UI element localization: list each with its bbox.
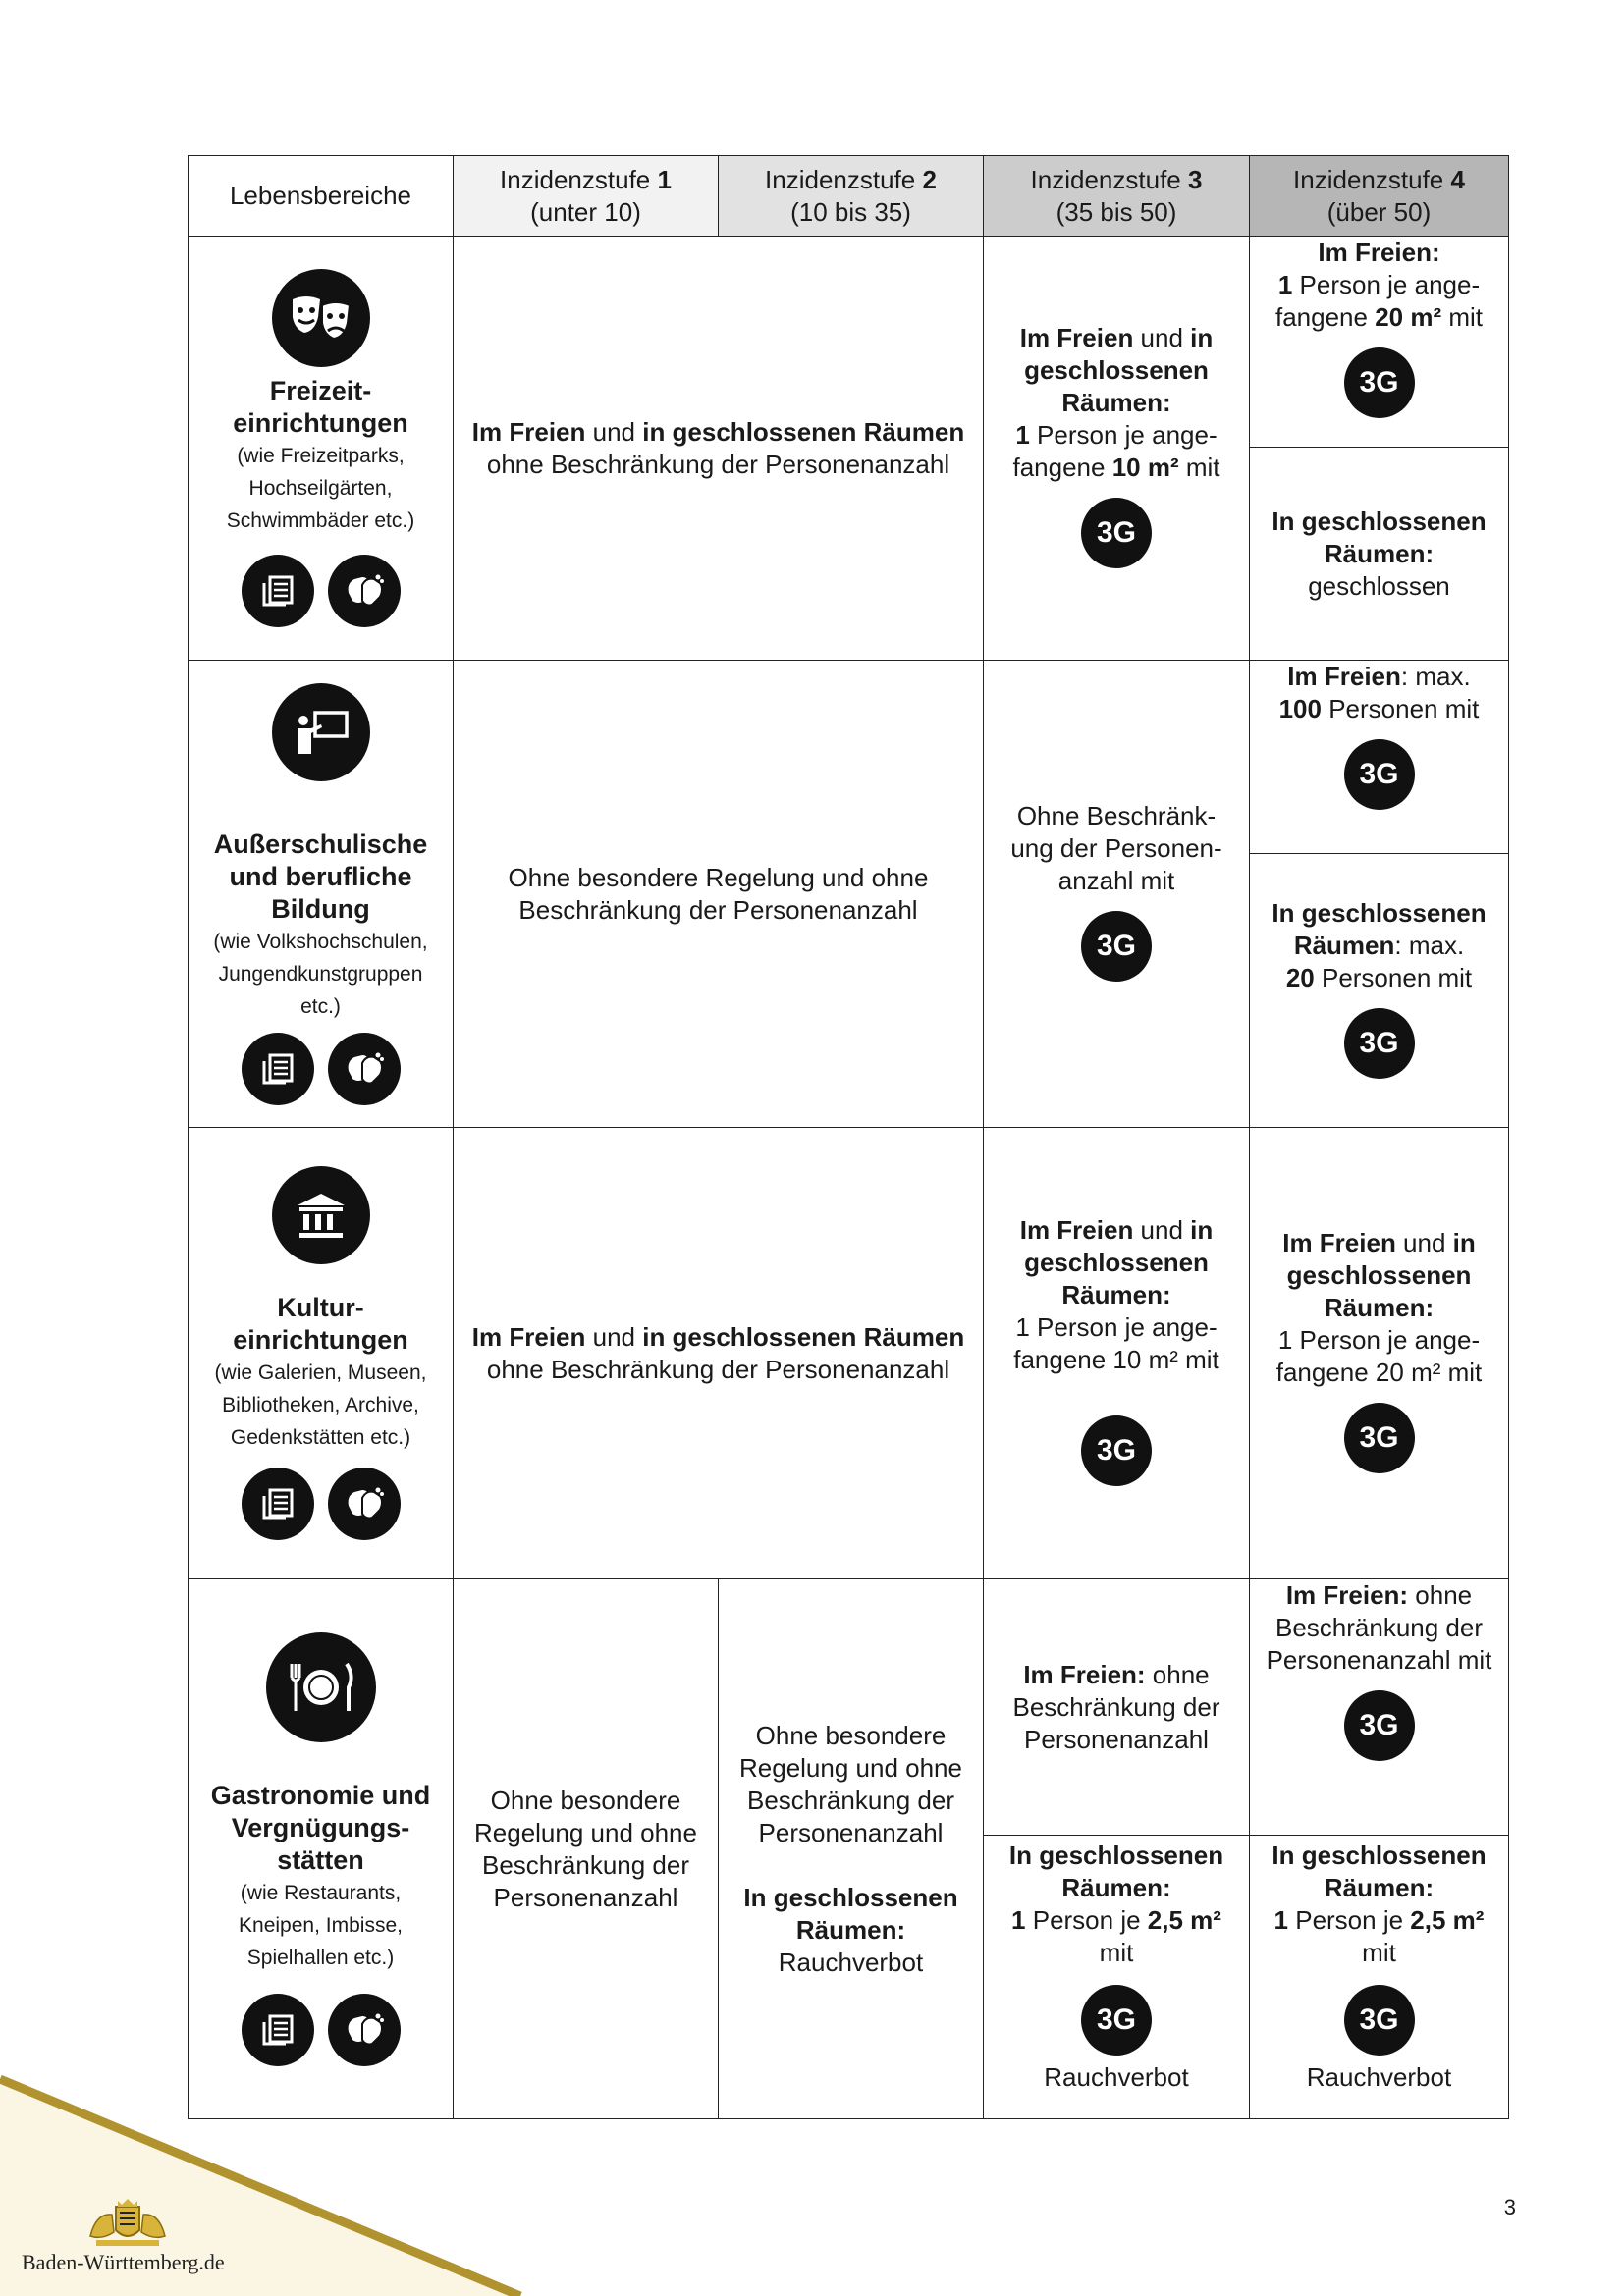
teacher-board-icon [272, 683, 370, 781]
3g-badge: 3G [1081, 1415, 1152, 1486]
education-stage-1-2: Ohne besondere Regelung und ohne Beschränkung der Personenanzahl [454, 661, 984, 1128]
area-cell-culture [189, 1128, 454, 1579]
gastronomy-stage-3-indoor: In geschlossenen Räumen: 1 Person je 2,5 m² mit 3G Rauchverbot [984, 1835, 1249, 2118]
leisure-stage-3: Im Freien und in geschlossenen Räumen: 1 Person je ange-fangene 10 m² mit 3G [984, 237, 1250, 661]
incidence-table [188, 155, 1509, 2119]
page-number: 3 [1503, 2195, 1516, 2219]
education-stage-4-indoor: In geschlossenen Räumen: max. 20 Personen mit 3G [1250, 853, 1508, 1127]
hand-hygiene-icon [328, 1468, 401, 1540]
logo-text: Baden-Württemberg.de [22, 2250, 225, 2274]
3g-badge: 3G [1344, 347, 1415, 418]
area-cell-leisure [189, 237, 454, 661]
hand-hygiene-icon [328, 555, 401, 627]
area-cell-gastronomy [189, 1579, 454, 2119]
gastronomy-stage-4-outdoor: Im Freien: ohne Beschränkung der Personenanzahl mit 3G [1250, 1579, 1508, 1835]
3g-badge: 3G [1081, 498, 1152, 568]
header-areas: Lebensbereiche [189, 156, 454, 237]
gastronomy-stage-4 [1250, 1579, 1509, 2119]
gastronomy-stage-3 [984, 1579, 1250, 2119]
area-subtitle: (wie Galerien, Museen, Bibliotheken, Archive, Gedenkstätten etc.) [214, 1362, 427, 1449]
area-title: Außerschulische und berufliche Bildung [213, 828, 428, 924]
3g-badge: 3G [1344, 1690, 1415, 1761]
coat-of-arms-icon [82, 2197, 173, 2250]
culture-stage-3: Im Freien und in geschlossenen Räumen: 1 Person je ange-fangene 10 m² mit 3G [984, 1128, 1250, 1579]
hand-hygiene-icon [328, 1994, 401, 2066]
3g-badge: 3G [1081, 911, 1152, 982]
document-icon [242, 555, 314, 627]
area-subtitle: (wie Freizeitparks, Hochseilgärten, Schwimmbäder etc.) [226, 445, 415, 532]
education-stage-4-outdoor: Im Freien: max. 100 Personen mit 3G [1250, 661, 1508, 853]
gastronomy-stage-2: Ohne besondere Regelung und ohne Beschränkung der Personenanzahl In geschlossenen Räumen: Rauchverbot [719, 1579, 984, 2119]
table-row [189, 661, 1509, 1128]
area-subtitle: (wie Restaurants, Kneipen, Imbisse, Spielhallen etc.) [239, 1881, 403, 1969]
theater-masks-icon [272, 269, 370, 367]
area-cell-education [189, 661, 454, 1128]
gastronomy-stage-3-outdoor: Im Freien: ohne Beschränkung der Personenanzahl [1012, 1659, 1220, 1754]
education-stage-3: Ohne Beschränk-ung der Personen-anzahl mit 3G [984, 661, 1250, 1128]
3g-badge: 3G [1344, 1403, 1415, 1473]
document-icon [242, 1468, 314, 1540]
table-row [189, 237, 1509, 661]
header-level-3: Inzidenzstufe 3 (35 bis 50) [984, 156, 1250, 237]
3g-badge: 3G [1344, 739, 1415, 810]
header-row [189, 156, 1509, 237]
3g-badge: 3G [1344, 1008, 1415, 1079]
leisure-stage-4-outdoor: Im Freien: 1 Person je ange-fangene 20 m² mit 3G [1250, 237, 1508, 447]
header-level-2: Inzidenzstufe 2 (10 bis 35) [719, 156, 984, 237]
3g-badge: 3G [1344, 1985, 1415, 2056]
leisure-stage-1-2: Im Freien und in geschlossenen Räumen ohne Beschränkung der Personenanzahl [454, 237, 984, 661]
leisure-stage-4-indoor: In geschlossenen Räumen: geschlossen [1250, 447, 1508, 660]
culture-stage-1-2: Im Freien und in geschlossenen Räumen ohne Beschränkung der Personenanzahl [454, 1128, 984, 1579]
cutlery-plate-icon [266, 1632, 376, 1742]
area-title: Kultur- einrichtungen [233, 1293, 408, 1355]
area-title: Gastronomie und Vergnügungs-stätten [210, 1780, 431, 1875]
gastronomy-stage-4-indoor: In geschlossenen Räumen: 1 Person je 2,5 m² mit 3G Rauchverbot [1250, 1835, 1508, 2118]
document-icon [242, 1994, 314, 2066]
museum-icon [272, 1166, 370, 1264]
education-stage-4 [1250, 661, 1509, 1128]
leisure-stage-4 [1250, 237, 1509, 661]
document-icon [242, 1033, 314, 1105]
area-title: Freizeit- einrichtungen [233, 376, 408, 438]
table-row [189, 1128, 1509, 1579]
table-row [189, 1579, 1509, 2119]
header-level-4: Inzidenzstufe 4 (über 50) [1250, 156, 1509, 237]
3g-badge: 3G [1081, 1985, 1152, 2056]
hand-hygiene-icon [328, 1033, 401, 1105]
area-subtitle: (wie Volkshochschulen, Jungendkunstgruppen etc.) [213, 930, 428, 1018]
header-level-1: Inzidenzstufe 1 (unter 10) [454, 156, 719, 237]
gastronomy-stage-1: Ohne besondere Regelung und ohne Beschränkung der Personenanzahl [454, 1579, 719, 2119]
culture-stage-4: Im Freien und in geschlossenen Räumen: 1 Person je ange-fangene 20 m² mit 3G [1250, 1128, 1509, 1579]
